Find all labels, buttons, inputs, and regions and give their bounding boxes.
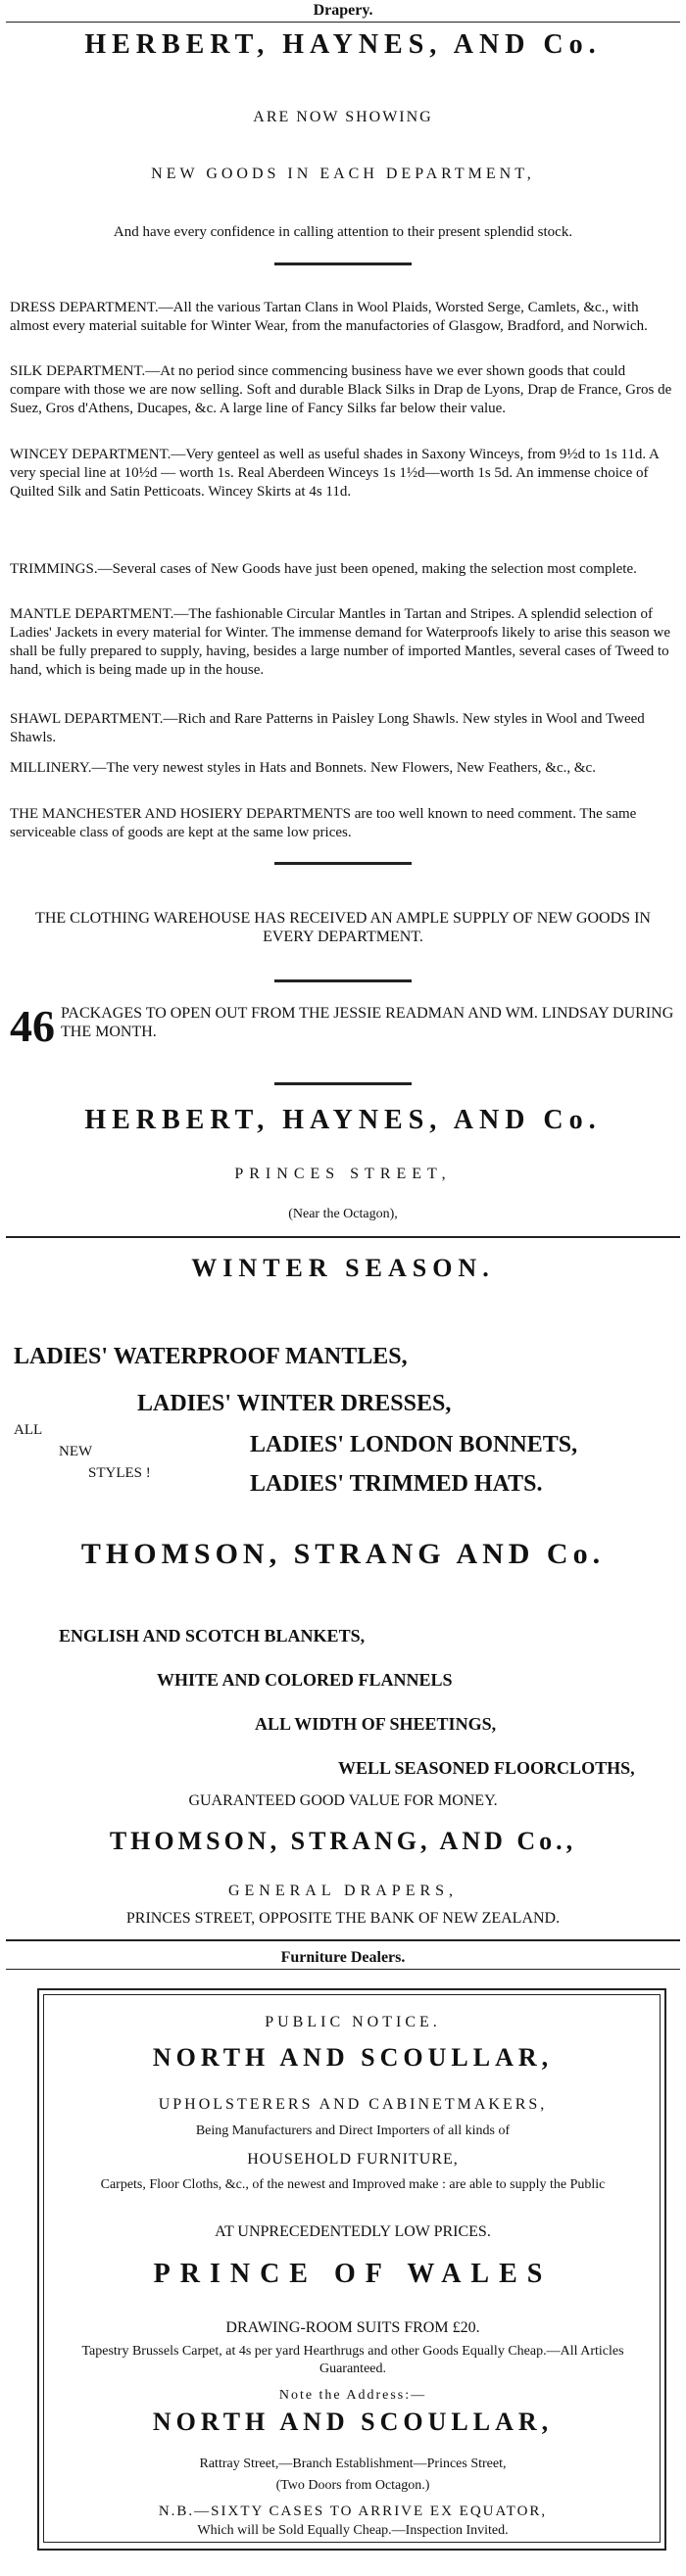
stock-line: WELL SEASONED FLOORCLOTHS, — [338, 1758, 635, 1778]
address-note: (Two Doors from Octagon.) — [275, 2478, 430, 2493]
ladies-line: LADIES' WINTER DRESSES, — [137, 1391, 452, 1416]
advertiser-name: NORTH AND SCOULLAR, — [152, 2408, 554, 2436]
subheading: ARE NOW SHOWING — [253, 109, 433, 125]
packages-text: PACKAGES TO OPEN OUT FROM THE JESSIE READMAN AND WM. LINDSAY DURING THE MONTH. — [61, 1005, 674, 1040]
paragraph-trimmings: TRIMMINGS.—Several cases of New Goods have just been opened, making the selection most complete. — [10, 561, 637, 577]
body-line: N.B.—SIXTY CASES TO ARRIVE EX EQUATOR, — [158, 2504, 548, 2519]
guarantee-line: GUARANTEED GOOD VALUE FOR MONEY. — [188, 1792, 498, 1809]
advertiser-name: THOMSON, STRANG AND Co. — [80, 1538, 606, 1570]
address: PRINCES STREET, — [234, 1166, 452, 1182]
body-line: Note the Address:— — [278, 2388, 427, 2403]
paragraph-shawl: SHAWL DEPARTMENT.—Rich and Rare Patterns in Paisley Long Shawls. New styles in Wool and Tweed Shawls. — [10, 711, 645, 745]
trade-line: UPHOLSTERERS AND CABINETMAKERS, — [158, 2096, 548, 2113]
packages-notice — [10, 1001, 676, 1051]
body-line: Being Manufacturers and Direct Importers of all kinds of — [195, 2123, 511, 2138]
paragraph-mantle: MANTLE DEPARTMENT.—The fashionable Circular Mantles in Tartan and Stripes. A splendid selection of Ladies' Jackets in every material for Winter. The immense demand for Waterproofs likely to arise this season we shall be fully prepared to supply, having, besides a large number of imported Mantles, several cases of Tweed to hand, which is being made up in the house. — [10, 606, 671, 678]
paragraph-silk: SILK DEPARTMENT.—At no period since commencing business have we ever shown goods that could compare with those we are now selling. Soft and durable Black Silks in Drap de Lyons, Drap de France, Gros de Suez, Gros d'Athens, Ducapes, &c. A large line of Fancy Silks far below their value. — [10, 363, 672, 416]
body-line: HOUSEHOLD FURNITURE, — [247, 2151, 459, 2168]
address: PRINCES STREET, OPPOSITE THE BANK OF NEW ZEALAND. — [125, 1910, 561, 1927]
brand-name: PRINCE OF WALES — [153, 2259, 553, 2289]
clothing-notice: THE CLOTHING WAREHOUSE HAS RECEIVED AN AMPLE SUPPLY OF NEW GOODS IN EVERY DEPARTMENT. — [35, 910, 651, 945]
stock-line: ENGLISH AND SCOTCH BLANKETS, — [59, 1626, 366, 1646]
notice-heading: PUBLIC NOTICE. — [265, 2014, 441, 2030]
styles-word: ALL — [14, 1422, 43, 1438]
ladies-line: LADIES' LONDON BONNETS, — [250, 1432, 578, 1457]
section-heading-furniture: Furniture Dealers. — [280, 1949, 406, 1966]
stock-line: ALL WIDTH OF SHEETINGS, — [255, 1714, 497, 1734]
packages-number: 46 — [10, 1001, 55, 1051]
short-rule — [0, 262, 686, 265]
address: Rattray Street,—Branch Establishment—Princes Street, — [199, 2457, 507, 2471]
trade-line: GENERAL DRAPERS, — [227, 1883, 459, 1899]
season-heading: WINTER SEASON. — [191, 1254, 495, 1282]
styles-word: STYLES ! — [88, 1465, 151, 1481]
intro-text: And have every confidence in calling attention to their present splendid stock. — [113, 224, 573, 240]
paragraph-wincey: WINCEY DEPARTMENT.—Very genteel as well as useful shades in Saxony Winceys, from 9½d to 1s 11d. A very special line at 10½d — worth 1s. Real Aberdeen Winceys 1s 1½d—worth 1s 5d. An immense choice of Quilted Silk and Satin Petticoats. Wincey Skirts at 4s 11d. — [10, 447, 660, 500]
short-rule — [0, 1082, 686, 1085]
divider — [6, 22, 680, 23]
paragraph-millinery: MILLINERY.—The very newest styles in Hats and Bonnets. New Flowers, New Feathers, &c., &c. — [10, 760, 596, 776]
advertiser-name: NORTH AND SCOULLAR, — [152, 2043, 554, 2072]
divider — [6, 1939, 680, 1941]
advertiser-name: THOMSON, STRANG, AND Co., — [109, 1827, 577, 1855]
body-line: AT UNPRECEDENTEDLY LOW PRICES. — [215, 2223, 491, 2240]
styles-word: NEW — [59, 1444, 93, 1459]
body-line: DRAWING-ROOM SUITS FROM £20. — [225, 2319, 480, 2336]
ladies-line: LADIES' WATERPROOF MANTLES, — [14, 1344, 408, 1369]
paragraph-dress: DRESS DEPARTMENT.—All the various Tartan Clans in Wool Plaids, Worsted Serge, Camlets, &c., with almost every material suitable for Winter Wear, from the manufactories of Glasgow, Bradford, and Norwich. — [10, 300, 648, 334]
divider — [6, 1969, 680, 1970]
body-line: Carpets, Floor Cloths, &c., of the newest and Improved make : are able to supply the Public — [100, 2177, 606, 2192]
advertiser-name: HERBERT, HAYNES, AND Co. — [84, 29, 602, 60]
advertiser-name: HERBERT, HAYNES, AND Co. — [84, 1105, 602, 1135]
paragraph-manchester: THE MANCHESTER AND HOSIERY DEPARTMENTS are too well known to need comment. The same serviceable class of goods are kept at the same low prices. — [10, 806, 637, 840]
ladies-line: LADIES' TRIMMED HATS. — [250, 1471, 543, 1497]
address-note: (Near the Octagon), — [288, 1207, 398, 1221]
section-heading-drapery: Drapery. — [313, 2, 373, 19]
short-rule — [0, 862, 686, 865]
short-rule — [0, 979, 686, 982]
body-line: Which will be Sold Equally Cheap.—Inspection Invited. — [197, 2523, 509, 2538]
stock-line: WHITE AND COLORED FLANNELS — [157, 1670, 453, 1690]
body-line: Tapestry Brussels Carpet, at 4s per yard Hearthrugs and other Goods Equally Cheap.—All Articles Guaranteed. — [81, 2344, 624, 2376]
divider — [6, 1236, 680, 1238]
subheading: NEW GOODS IN EACH DEPARTMENT, — [151, 166, 535, 182]
